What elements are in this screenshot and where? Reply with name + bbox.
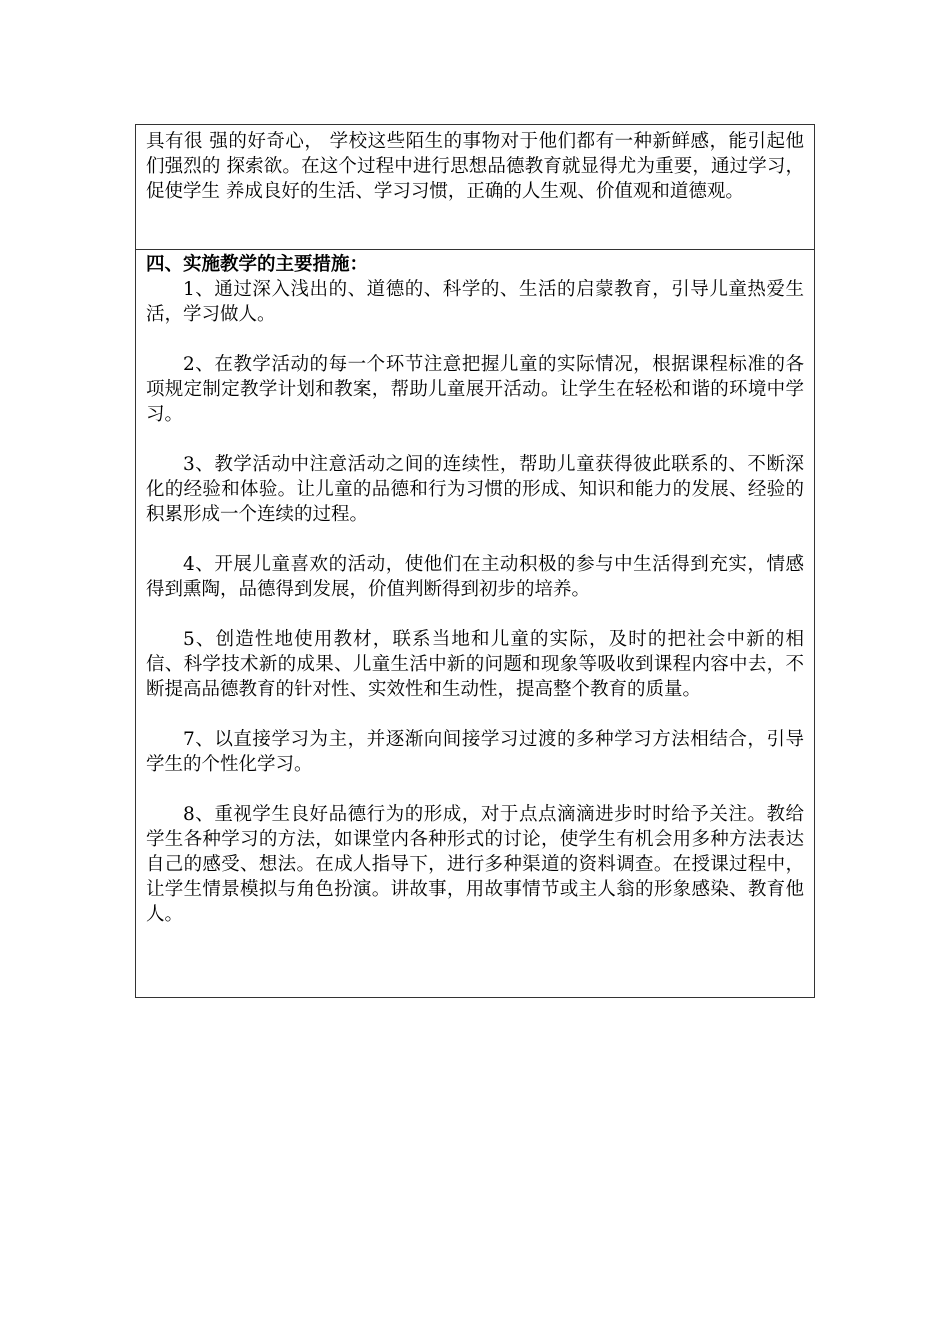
- measure-item-7: 7、以直接学习为主，并逐渐向间接学习过渡的多种学习方法相结合，引导学生的个性化学习。: [146, 729, 804, 775]
- paragraph-gap: [146, 602, 804, 627]
- measure-item-4: 4、开展儿童喜欢的活动，使他们在主动积极的参与中生活得到充实，情感得到熏陶，品德得到发展，价值判断得到初步的培养。: [146, 554, 804, 600]
- measures-cell: [136, 250, 814, 997]
- measure-item-8: 8、重视学生良好品德行为的形成，对于点点滴滴进步时时给予关注。教给学生各种学习的方法，如课堂内各种形式的讨论，使学生有机会用多种方法表达自己的感受、想法。在成人指导下，进行多种渠道的资料调查。在授课过程中，让学生情景模拟与角色扮演。讲故事，用故事情节或主人翁的形象感染、教育他人。: [146, 804, 804, 925]
- paragraph-gap: [146, 427, 804, 452]
- document-table: [135, 124, 815, 998]
- paragraph-gap: [146, 327, 804, 352]
- measure-item-1: 1、通过深入浅出的、道德的、科学的、生活的启蒙教育，引导儿童热爱生活，学习做人。: [146, 279, 804, 325]
- paragraph-gap: [146, 702, 804, 727]
- measure-item-2: 2、在教学活动的每一个环节注意把握儿童的实际情况，根据课程标准的各项规定制定教学计划和教案，帮助儿童展开活动。让学生在轻松和谐的环境中学习。: [146, 354, 804, 425]
- section-heading: 四、实施教学的主要措施：: [146, 254, 369, 275]
- paragraph-gap: [146, 527, 804, 552]
- measure-item-3: 3、教学活动中注意活动之间的连续性，帮助儿童获得彼此联系的、不断深化的经验和体验。让儿童的品德和行为习惯的形成、知识和能力的发展、经验的积累形成一个连续的过程。: [146, 454, 804, 525]
- paragraph-gap: [146, 777, 804, 802]
- measure-item-5: 5、创造性地使用教材，联系当地和儿童的实际，及时的把社会中新的相信、科学技术新的成果、儿童生活中新的问题和现象等吸收到课程内容中去，不断提高品德教育的针对性、实效性和生动性，提高整个教育的质量。: [146, 629, 804, 700]
- intro-cell: [136, 125, 814, 250]
- intro-paragraph: 具有很 强的好奇心， 学校这些陌生的事物对于他们都有一种新鲜感，能引起他们强烈的 探索欲。在这个过程中进行思想品德教育就显得尤为重要，通过学习，促使学生 养成良好的生活、学习习惯，正确的人生观、价值观和道德观。: [146, 131, 804, 202]
